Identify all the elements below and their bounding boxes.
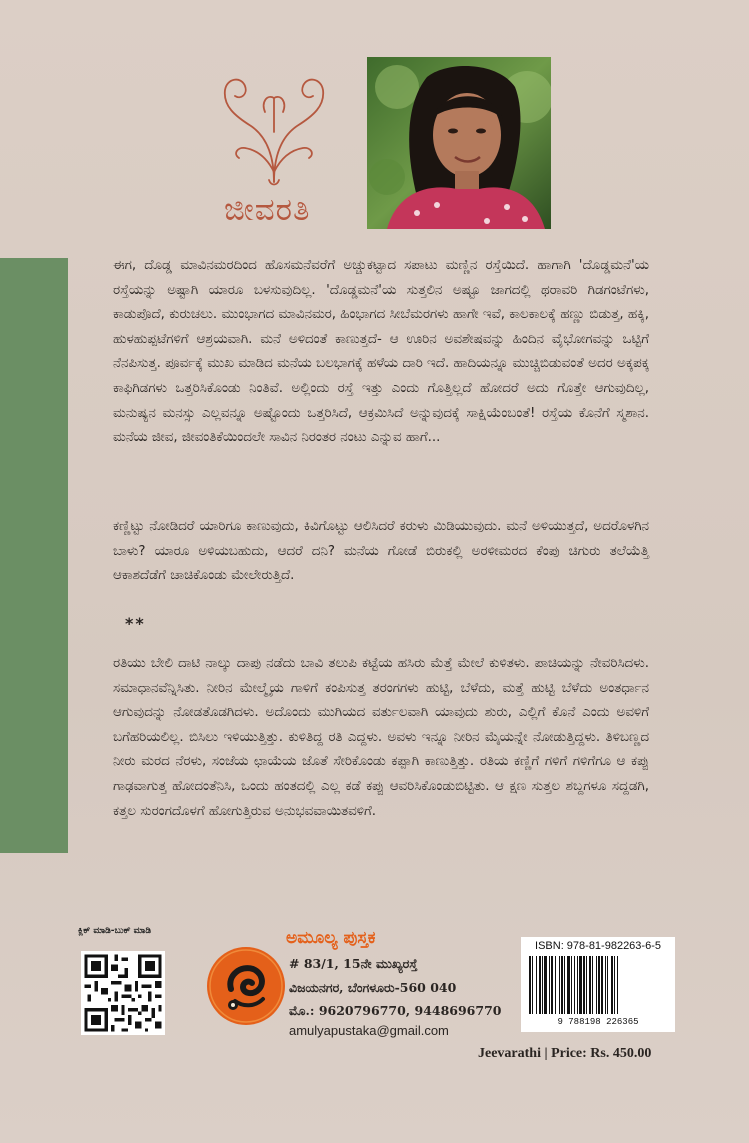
isbn-barcode xyxy=(521,937,675,1032)
publisher-name: ಅಮೂಲ್ಯ ಪುಸ್ತಕ xyxy=(286,928,376,948)
qr-code-icon[interactable] xyxy=(81,951,165,1035)
barcode-bar xyxy=(601,956,603,1014)
book-title: ಜೀವರತಿ xyxy=(224,192,311,228)
section-separator: ** xyxy=(125,614,146,633)
qr-label: ಕ್ಲಿಕ್ ಮಾಡಿ-ಬುಕ್ ಮಾಡಿ xyxy=(78,926,151,936)
barcode-bar xyxy=(539,956,541,1014)
author-photo xyxy=(367,57,551,229)
barcode-bar xyxy=(559,956,560,1014)
barcode-bar xyxy=(583,956,585,1014)
barcode-bar xyxy=(574,956,575,1014)
barcode-bar xyxy=(579,956,582,1014)
barcode-bar xyxy=(617,956,618,1014)
publisher-phone: ಮೊ.: 9620796770, 9448696770 xyxy=(289,1003,502,1018)
barcode-bar xyxy=(532,956,533,1014)
title-price: Jeevarathi | Price: Rs. 450.00 xyxy=(478,1046,652,1061)
barcode-bar xyxy=(614,956,615,1014)
publisher-email[interactable]: amulyapustaka@gmail.com xyxy=(289,1023,449,1038)
barcode-bar xyxy=(536,956,537,1014)
barcode-bar xyxy=(549,956,550,1014)
barcode-bar xyxy=(611,956,613,1014)
barcode-bar xyxy=(551,956,553,1014)
green-side-band xyxy=(0,258,68,853)
barcode-bar xyxy=(586,956,587,1014)
blurb-paragraph-2: ಕಣ್ಣಿಟ್ಟು ನೋಡಿದರೆ ಯಾರಿಗೂ ಕಾಣುವುದು, ಕಿವಿಗೊಟ್ಟು ಆಲಿಸಿದರೆ ಕರುಳು ಮಿಡಿಯುವುದು. ಮನೆ ಅಳಿಯುತ್ತದೆ, ಅದರೊಳಗಿನ ಬಾಳು? ಯಾರೂ ಅಳಿಯಬಹುದು, ಆದರೆ ದನಿ? ಮನೆಯ ಗೋಡೆ ಬಿರುಕಲ್ಲಿ ಅರಳೀಮರದ ಕೆಂಪು ಚಿಗುರು ತಲೆಯೆತ್ತಿ ಆಕಾಶದೆಡೆಗೆ ಚಾಚಿಕೊಂಡು ಮೇಲೇರುತ್ತಿದೆ. xyxy=(113,519,649,584)
barcode-bar xyxy=(555,956,556,1014)
barcode-bar xyxy=(571,956,572,1014)
barcode-bar xyxy=(592,956,593,1014)
barcode-bar xyxy=(544,956,547,1014)
barcode-bar xyxy=(605,956,606,1014)
publisher-address-line-1: # 83/1, 15ನೇ ಮುಖ್ಯರಸ್ತೆ xyxy=(289,956,418,971)
barcode-bar xyxy=(607,956,608,1014)
barcode-bar xyxy=(561,956,563,1014)
barcode-bar xyxy=(598,956,600,1014)
barcode-digits: 9 788198 226365 xyxy=(557,1017,639,1027)
barcode-bar xyxy=(529,956,531,1014)
barcode-bar xyxy=(567,956,570,1014)
barcode-bar xyxy=(564,956,565,1014)
isbn-label: ISBN: 978-81-982263-6-5 xyxy=(535,940,661,952)
barcode-bar xyxy=(589,956,591,1014)
barcode-bar xyxy=(542,956,543,1014)
barcode-bars-icon xyxy=(527,956,669,1014)
barcode-bar xyxy=(596,956,597,1014)
publisher-address-line-2: ವಿಜಯನಗರ, ಬೆಂಗಳೂರು-560 040 xyxy=(289,980,457,995)
blurb-paragraph-3: ರತಿಯು ಬೇಲಿ ದಾಟಿ ನಾಲ್ಕು ದಾಪು ನಡೆದು ಬಾವಿ ತಲುಪಿ ಕಟ್ಟೆಯ ಹಸಿರು ಮೆತ್ತೆ ಮೇಲೆ ಕುಳಿತಳು. ಪಾಚಿಯನ್ನು ನೇವರಿಸಿದಳು. ಸಮಾಧಾನವೆನ್ನಿಸಿತು. ನೀರಿನ ಮೇಲ್ಮೈಯ ಗಾಳಿಗೆ ಕಂಪಿಸುತ್ತ ತರಂಗಗಳು ಹುಟ್ಟಿ, ಬೆಳೆದು, ಮತ್ತೆ ಹುಟ್ಟಿ ಬೆಳೆದು ಅಂತರ್ಧಾನ ಆಗುವುದನ್ನು ನೋಡತೊಡಗಿದಳು. ಅದೊಂದು ಮುಗಿಯದ ವರ್ತುಲವಾಗಿ ಯಾವುದು ಶುರು, ಎಲ್ಲಿಗೆ ಕೊನೆ ಎಂದು ಅವಳಿಗೆ ಬಗೆಹರಿಯಲಿಲ್ಲ. ಬಿಸಿಲು ಇಳಿಯುತ್ತಿತ್ತು. ಕುಳಿತಿದ್ದ ರತಿ ಎದ್ದಳು. ಅವಳು ಇನ್ನೂ ನೀರಿನ ಮೈಯನ್ನೇ ನೋಡುತ್ತಿದ್ದಳು. ತಿಳಿಬಣ್ಣದ ನೀರು ಮರದ ನೆರಳು, ಸಂಜೆಯ ಛಾಯೆಯ ಜೊತೆ ಸೇರಿಕೊಂಡು ಕಪ್ಪಾಗಿ ಕಾಣುತ್ತಿತ್ತು. ರತಿಯ ಕಣ್ಣಿಗೆ ಗಳಿಗೆ ಗಳಿಗೆಗೂ ಆ ಕಪ್ಪು ಗಾಢವಾಗುತ್ತ ಹೋದಂತೆನಿಸಿ, ಒಂದು ಹಂತದಲ್ಲಿ ಎಲ್ಲ ಕಡೆ ಕಪ್ಪು ಆವರಿಸಿಕೊಂಡುಬಿಟ್ಟಿತು. ಆ ಕ್ಷಣ ಸುತ್ತಲ ಶಬ್ದಗಳೂ ಸದ್ದಡಗಿ, ಕತ್ತಲ ಸುರಂಗದೊಳಗೆ ಹೋಗುತ್ತಿರುವ ಅನುಭವವಾಯಿತವಳಿಗೆ. xyxy=(113,656,649,819)
blurb-paragraph-1: ಈಗ, ದೊಡ್ಡ ಮಾವಿನಮರದಿಂದ ಹೊಸಮನೆವರೆಗೆ ಅಚ್ಚುಕಟ್ಟಾದ ಸಪಾಟು ಮಣ್ಣಿನ ರಸ್ತೆಯಿದೆ. ಹಾಗಾಗಿ 'ದೊಡ್ಡಮನೆ'ಯ ರಸ್ತೆಯನ್ನು ಅಷ್ಟಾಗಿ ಯಾರೂ ಬಳಸುವುದಿಲ್ಲ. 'ದೊಡ್ಡಮನೆ'ಯ ಸುತ್ತಲಿನ ಅಷ್ಟೂ ಜಾಗದಲ್ಲಿ ಥರಾವರಿ ಗಿಡಗಂಟೆಗಳು, ಕಾಡುಪೊದೆ, ಕುರುಚಲು. ಮುಂಭಾಗದ ಮಾವಿನಮರ, ಹಿಂಭಾಗದ ಸೀಬೆಮರಗಳು ಹಾಗೇ ಇವೆ, ಕಾಲಕಾಲಕ್ಕೆ ಹಣ್ಣು ಬಿಡುತ್ತ, ಹಕ್ಕಿ, ಹುಳಹುಪ್ಪಟೆಗಳಿಗೆ ಆಶ್ರಯವಾಗಿ. ಮನೆ ಅಳಿದಂತೆ ಕಾಣುತ್ತದೆ- ಆ ಊರಿನ ಅವಶೇಷವನ್ನು ಹಿಂದಿನ ವೈಭೋಗವನ್ನು ಒಟ್ಟಿಗೆ ನೆನಪಿಸುತ್ತ. ಪೂರ್ವಕ್ಕೆ ಮುಖ ಮಾಡಿದ ಮನೆಯ ಬಲಭಾಗಕ್ಕೆ ಹಳೆಯ ದಾರಿ ಇದೆ. ಹಾದಿಯನ್ನೂ ಮುಚ್ಚಿಬಿಡುವಂತೆ ಅದರ ಅಕ್ಕಪಕ್ಕ ಕಾಫಿಗಿಡಗಳು ಒತ್ತರಿಸಿಕೊಂಡು ನಿಂತಿವೆ. ಅಲ್ಲಿಂದು ರಸ್ತೆ ಇತ್ತು ಎಂದು ಗೊತ್ತಿಲ್ಲದೆ ಹೋದರೆ ಅದು ಗೊತ್ತೇ ಆಗುವುದಿಲ್ಲ, ಮನುಷ್ಯನ ಮನಸ್ಸು ಎಲ್ಲವನ್ನೂ ಅಷ್ಟೊಂದು ಒತ್ತರಿಸಿದೆ, ಆಕ್ರಮಿಸಿದೆ ಅನ್ನುವುದಕ್ಕೆ ಸಾಕ್ಷಿಯೆಂಬಂತೆ! ರಸ್ತೆಯ ಕೊನೆಗೆ ಸ್ಮಶಾನ. ಮನೆಯ ಜೀವ, ಜೀವಂತಿಕೆಯಿಂದಲೇ ಸಾವಿನ ನಿರಂತರ ನಂಟು ಎನ್ನುವ ಹಾಗೆ... xyxy=(113,258,649,446)
publisher-logo-icon xyxy=(205,945,287,1027)
ornament-flourish-icon xyxy=(215,72,333,192)
barcode-bar xyxy=(577,956,578,1014)
